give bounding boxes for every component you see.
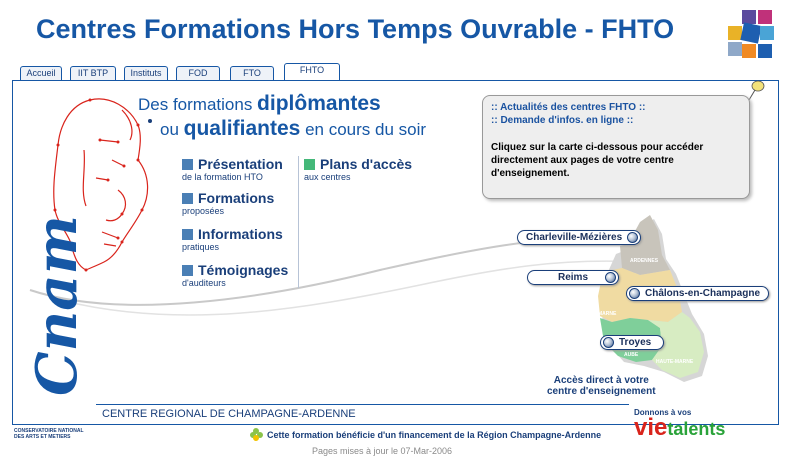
bullet-square-icon <box>182 193 193 204</box>
centre-regional-label: CENTRE REGIONAL DE CHAMPAGNE-ARDENNE <box>102 408 356 420</box>
map-label-aube: AUBE <box>624 352 639 358</box>
vietalents-logo[interactable]: Donnons à vos vietalents <box>634 408 726 441</box>
map-label-haute-marne: HAUTE-MARNE <box>656 359 694 365</box>
footer-divider <box>96 404 629 405</box>
menu-temoignages[interactable]: Témoignages d'auditeurs <box>182 262 289 288</box>
city-marker-icon <box>627 232 638 243</box>
tab-iit-btp[interactable]: IIT BTP <box>70 66 116 80</box>
city-marker-icon <box>629 288 640 299</box>
tab-fod[interactable]: FOD <box>176 66 220 80</box>
city-charleville-mezieres[interactable]: Charleville-Mézières <box>517 230 641 245</box>
city-reims[interactable]: Reims <box>527 270 619 285</box>
city-troyes[interactable]: Troyes <box>600 335 664 350</box>
cnam-logo <box>14 215 94 428</box>
news-box <box>482 95 750 199</box>
map-label-ardennes: ARDENNES <box>630 258 659 264</box>
page-title: Centres Formations Hors Temps Ouvrable - FHTO <box>36 14 675 44</box>
menu-presentation[interactable]: Présentation de la formation HTO <box>182 156 283 182</box>
pushpin-icon <box>749 81 764 100</box>
cnam-subtitle: CONSERVATOIRE NATIONAL DES ARTS ET METIERS <box>14 428 84 440</box>
menu-plans-acces[interactable]: Plans d'accès aux centres <box>304 156 413 182</box>
tab-fto[interactable]: FTO <box>230 66 274 80</box>
news-link-demande-infos[interactable]: :: Demande d'infos. en ligne :: <box>491 115 634 126</box>
news-link-actualites[interactable]: :: Actualités des centres FHTO :: <box>491 102 646 113</box>
city-marker-icon <box>605 272 616 283</box>
headline: Des formations diplômantes ou qualifiantes en cours du soir <box>138 92 427 140</box>
financement-note: Cette formation bénéficie d'un financement de la Région Champagne-Ardenne <box>250 428 601 441</box>
svg-text:Cnam: Cnam <box>24 215 90 396</box>
tab-instituts[interactable]: Instituts <box>124 66 168 80</box>
city-chalons-en-champagne[interactable]: Châlons-en-Champagne <box>626 286 769 301</box>
tab-accueil[interactable]: Accueil <box>20 66 62 80</box>
news-description: Cliquez sur la carte ci-dessous pour accéder directement aux pages de votre centre d'enseignement. <box>491 142 704 179</box>
map-label-marne: MARNE <box>598 311 617 317</box>
bullet-square-icon <box>182 159 193 170</box>
map-caption: Accès direct à votre centre d'enseignement <box>547 375 656 397</box>
bullet-square-icon <box>182 265 193 276</box>
menu-informations[interactable]: Informations pratiques <box>182 226 283 252</box>
last-updated: Pages mises à jour le 07-Mar-2006 <box>312 446 453 456</box>
menu-formations[interactable]: Formations proposées <box>182 190 275 216</box>
bullet-square-icon <box>304 159 315 170</box>
menu-divider <box>298 156 299 288</box>
tab-fhto[interactable]: FHTO <box>284 63 340 80</box>
bullet-square-icon <box>182 229 193 240</box>
flower-icon <box>250 428 263 441</box>
city-marker-icon <box>603 337 614 348</box>
